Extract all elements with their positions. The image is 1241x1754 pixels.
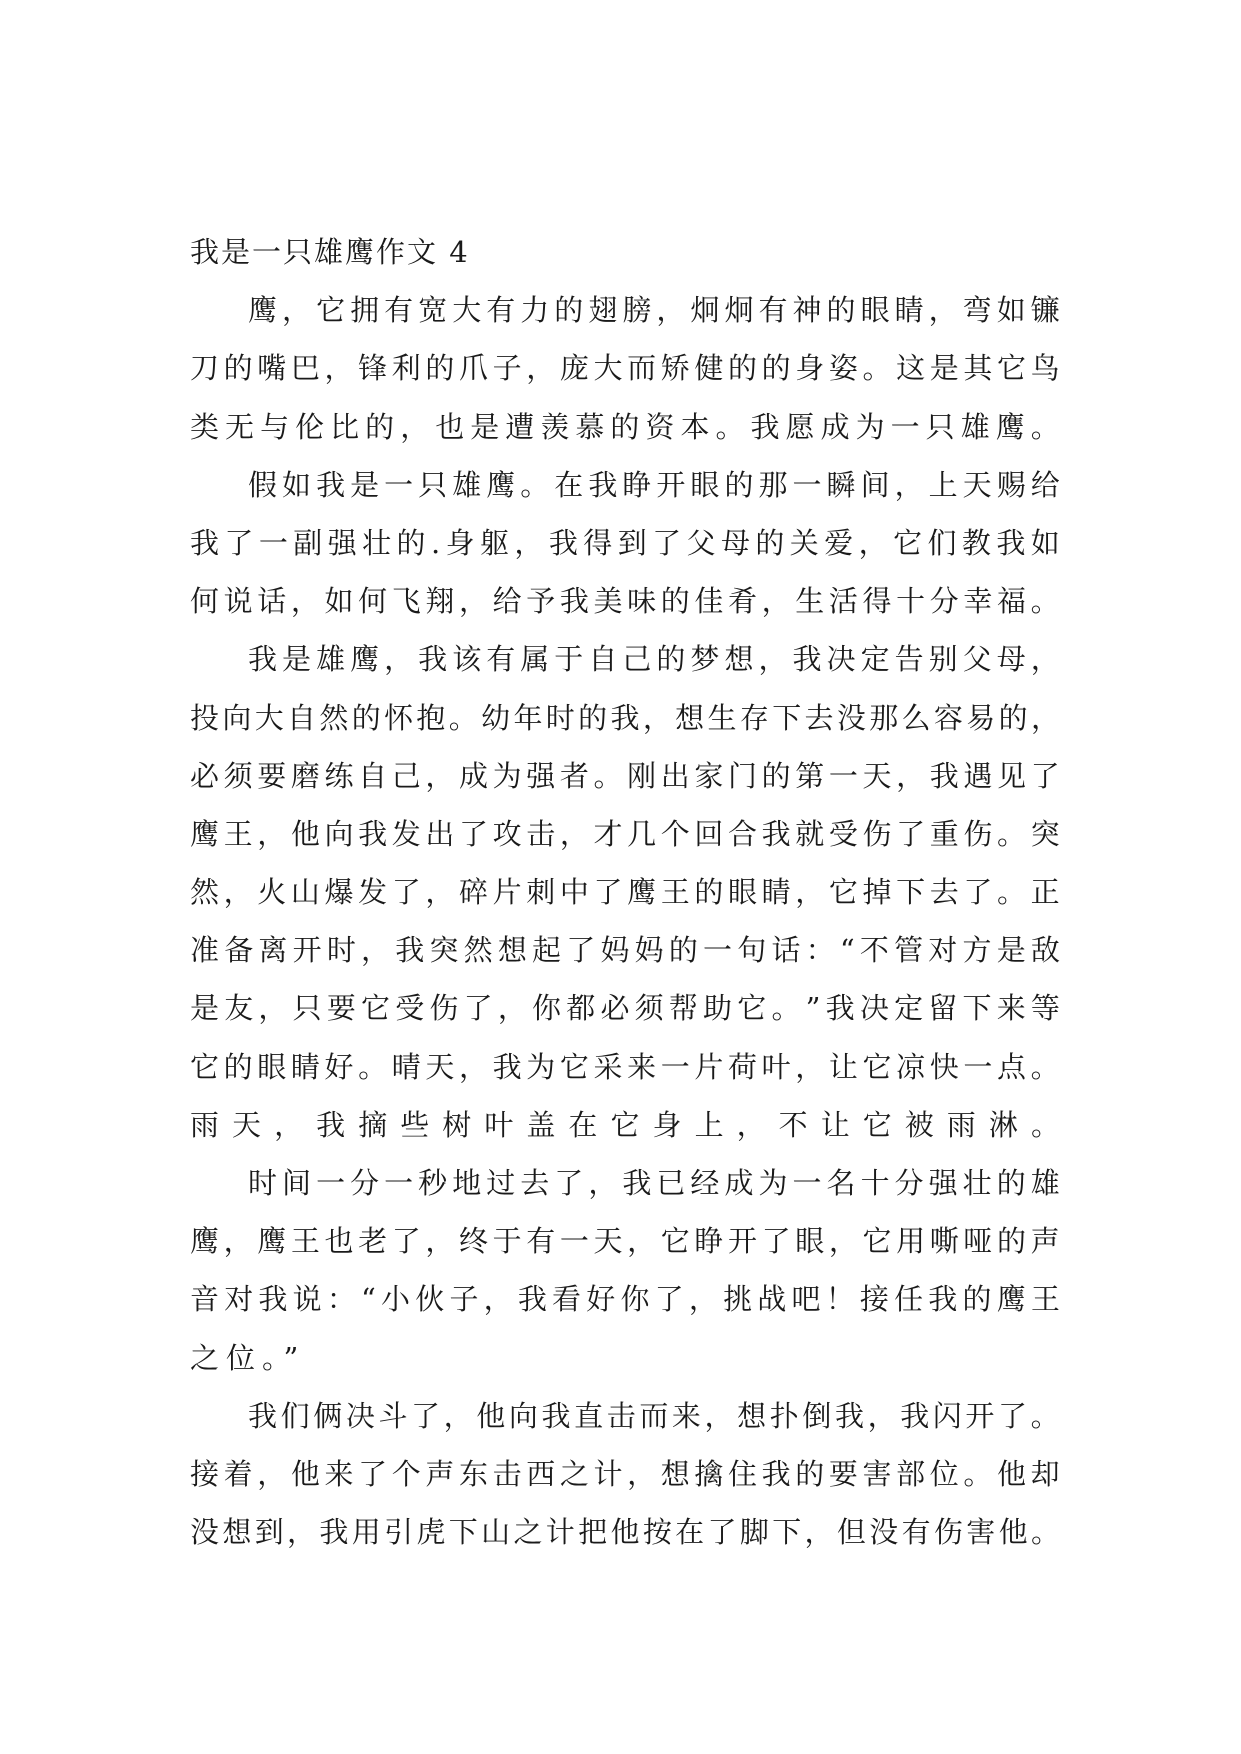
paragraph-line: 类 无 与 伦 比 的 ， 也 是 遭 羡 慕 的 资 本 。 我 愿 成 为 一 只 雄 鹰 。	[190, 409, 1060, 444]
paragraph	[190, 630, 1060, 1154]
paragraph-list	[190, 281, 1060, 1561]
paragraph-line: 准 备 离 开 时 ， 我 突 然 想 起 了 妈 妈 的 一 句 话 ： “ 不 管 对 方 是 敌	[190, 933, 1060, 968]
paragraph	[190, 456, 1060, 631]
paragraph-line: 时 间 一 分 一 秒 地 过 去 了 ， 我 已 经 成 为 一 名 十 分 强 壮 的 雄	[248, 1166, 1060, 1200]
paragraph-line: 刀 的 嘴 巴 ， 锋 利 的 爪 子 ， 庞 大 而 矫 健 的 的 身 姿 。 这 是 其 它 鸟	[190, 351, 1060, 386]
paragraph-line: 然 ， 火 山 爆 发 了 ， 碎 片 刺 中 了 鹰 王 的 眼 睛 ， 它 掉 下 去 了 。 正	[190, 875, 1060, 910]
paragraph-line: 没 想 到 ， 我 用 引 虎 下 山 之 计 把 他 按 在 了 脚 下 ， 但 没 有 伤 害 他 。	[190, 1515, 1060, 1550]
paragraph-line: 假 如 我 是 一 只 雄 鹰 。 在 我 睁 开 眼 的 那 一 瞬 间 ， 上 天 赐 给	[248, 467, 1060, 502]
paragraph-line: 鹰 ， 鹰 王 也 老 了 ， 终 于 有 一 天 ， 它 睁 开 了 眼 ， 它 用 嘶 哑 的 声	[190, 1224, 1060, 1259]
paragraph-line: 音 对 我 说 ： “ 小 伙 子 ， 我 看 好 你 了 ， 挑 战 吧 ！ 接 任 我 的 鹰 王	[190, 1282, 1060, 1317]
paragraph-line: 鹰 ， 它 拥 有 宽 大 有 力 的 翅 膀 ， 炯 炯 有 神 的 眼 睛 ， 弯 如 镰	[248, 293, 1060, 328]
paragraph-line: 之位。”	[190, 1340, 306, 1375]
paragraph-line: 是 友 ， 只 要 它 受 伤 了 ， 你 都 必 须 帮 助 它 。 ” 我 决 定 留 下 来 等	[190, 991, 1060, 1026]
document-title: 我是一只雄鹰作文 4	[190, 235, 470, 269]
paragraph-line: 雨 天 ， 我 摘 些 树 叶 盖 在 它 身 上 ， 不 让 它 被 雨 淋 。	[190, 1107, 1060, 1142]
paragraph	[190, 1387, 1060, 1562]
paragraph-line: 我 是 雄 鹰 ， 我 该 有 属 于 自 己 的 梦 想 ， 我 决 定 告 别 父 母 ，	[248, 642, 1060, 677]
paragraph-line: 我 们 俩 决 斗 了 ， 他 向 我 直 击 而 来 ， 想 扑 倒 我 ， 我 闪 开 了 。	[248, 1398, 1060, 1433]
paragraph-line: 接 着 ， 他 来 了 个 声 东 击 西 之 计 ， 想 擒 住 我 的 要 害 部 位 。 他 却	[190, 1456, 1060, 1491]
paragraph	[190, 1154, 1060, 1387]
document-body	[190, 223, 1060, 1561]
paragraph	[190, 281, 1060, 456]
paragraph-line: 我 了 一 副 强 壮 的 . 身 躯 ， 我 得 到 了 父 母 的 关 爱 ， 它 们 教 我 如	[190, 525, 1060, 560]
paragraph-line: 何 说 话 ， 如 何 飞 翔 ， 给 予 我 美 味 的 佳 肴 ， 生 活 得 十 分 幸 福 。	[190, 584, 1060, 619]
paragraph-line: 它 的 眼 睛 好 。 晴 天 ， 我 为 它 采 来 一 片 荷 叶 ， 让 它 凉 快 一 点 。	[190, 1049, 1060, 1084]
paragraph-line: 鹰 王 ， 他 向 我 发 出 了 攻 击 ， 才 几 个 回 合 我 就 受 伤 了 重 伤 。 突	[190, 816, 1060, 851]
paragraph-line: 必 须 要 磨 练 自 己 ， 成 为 强 者 。 刚 出 家 门 的 第 一 天 ， 我 遇 见 了	[190, 758, 1060, 793]
paragraph-line: 投 向 大 自 然 的 怀 抱 。 幼 年 时 的 我 ， 想 生 存 下 去 没 那 么 容 易 的 ，	[190, 700, 1060, 735]
